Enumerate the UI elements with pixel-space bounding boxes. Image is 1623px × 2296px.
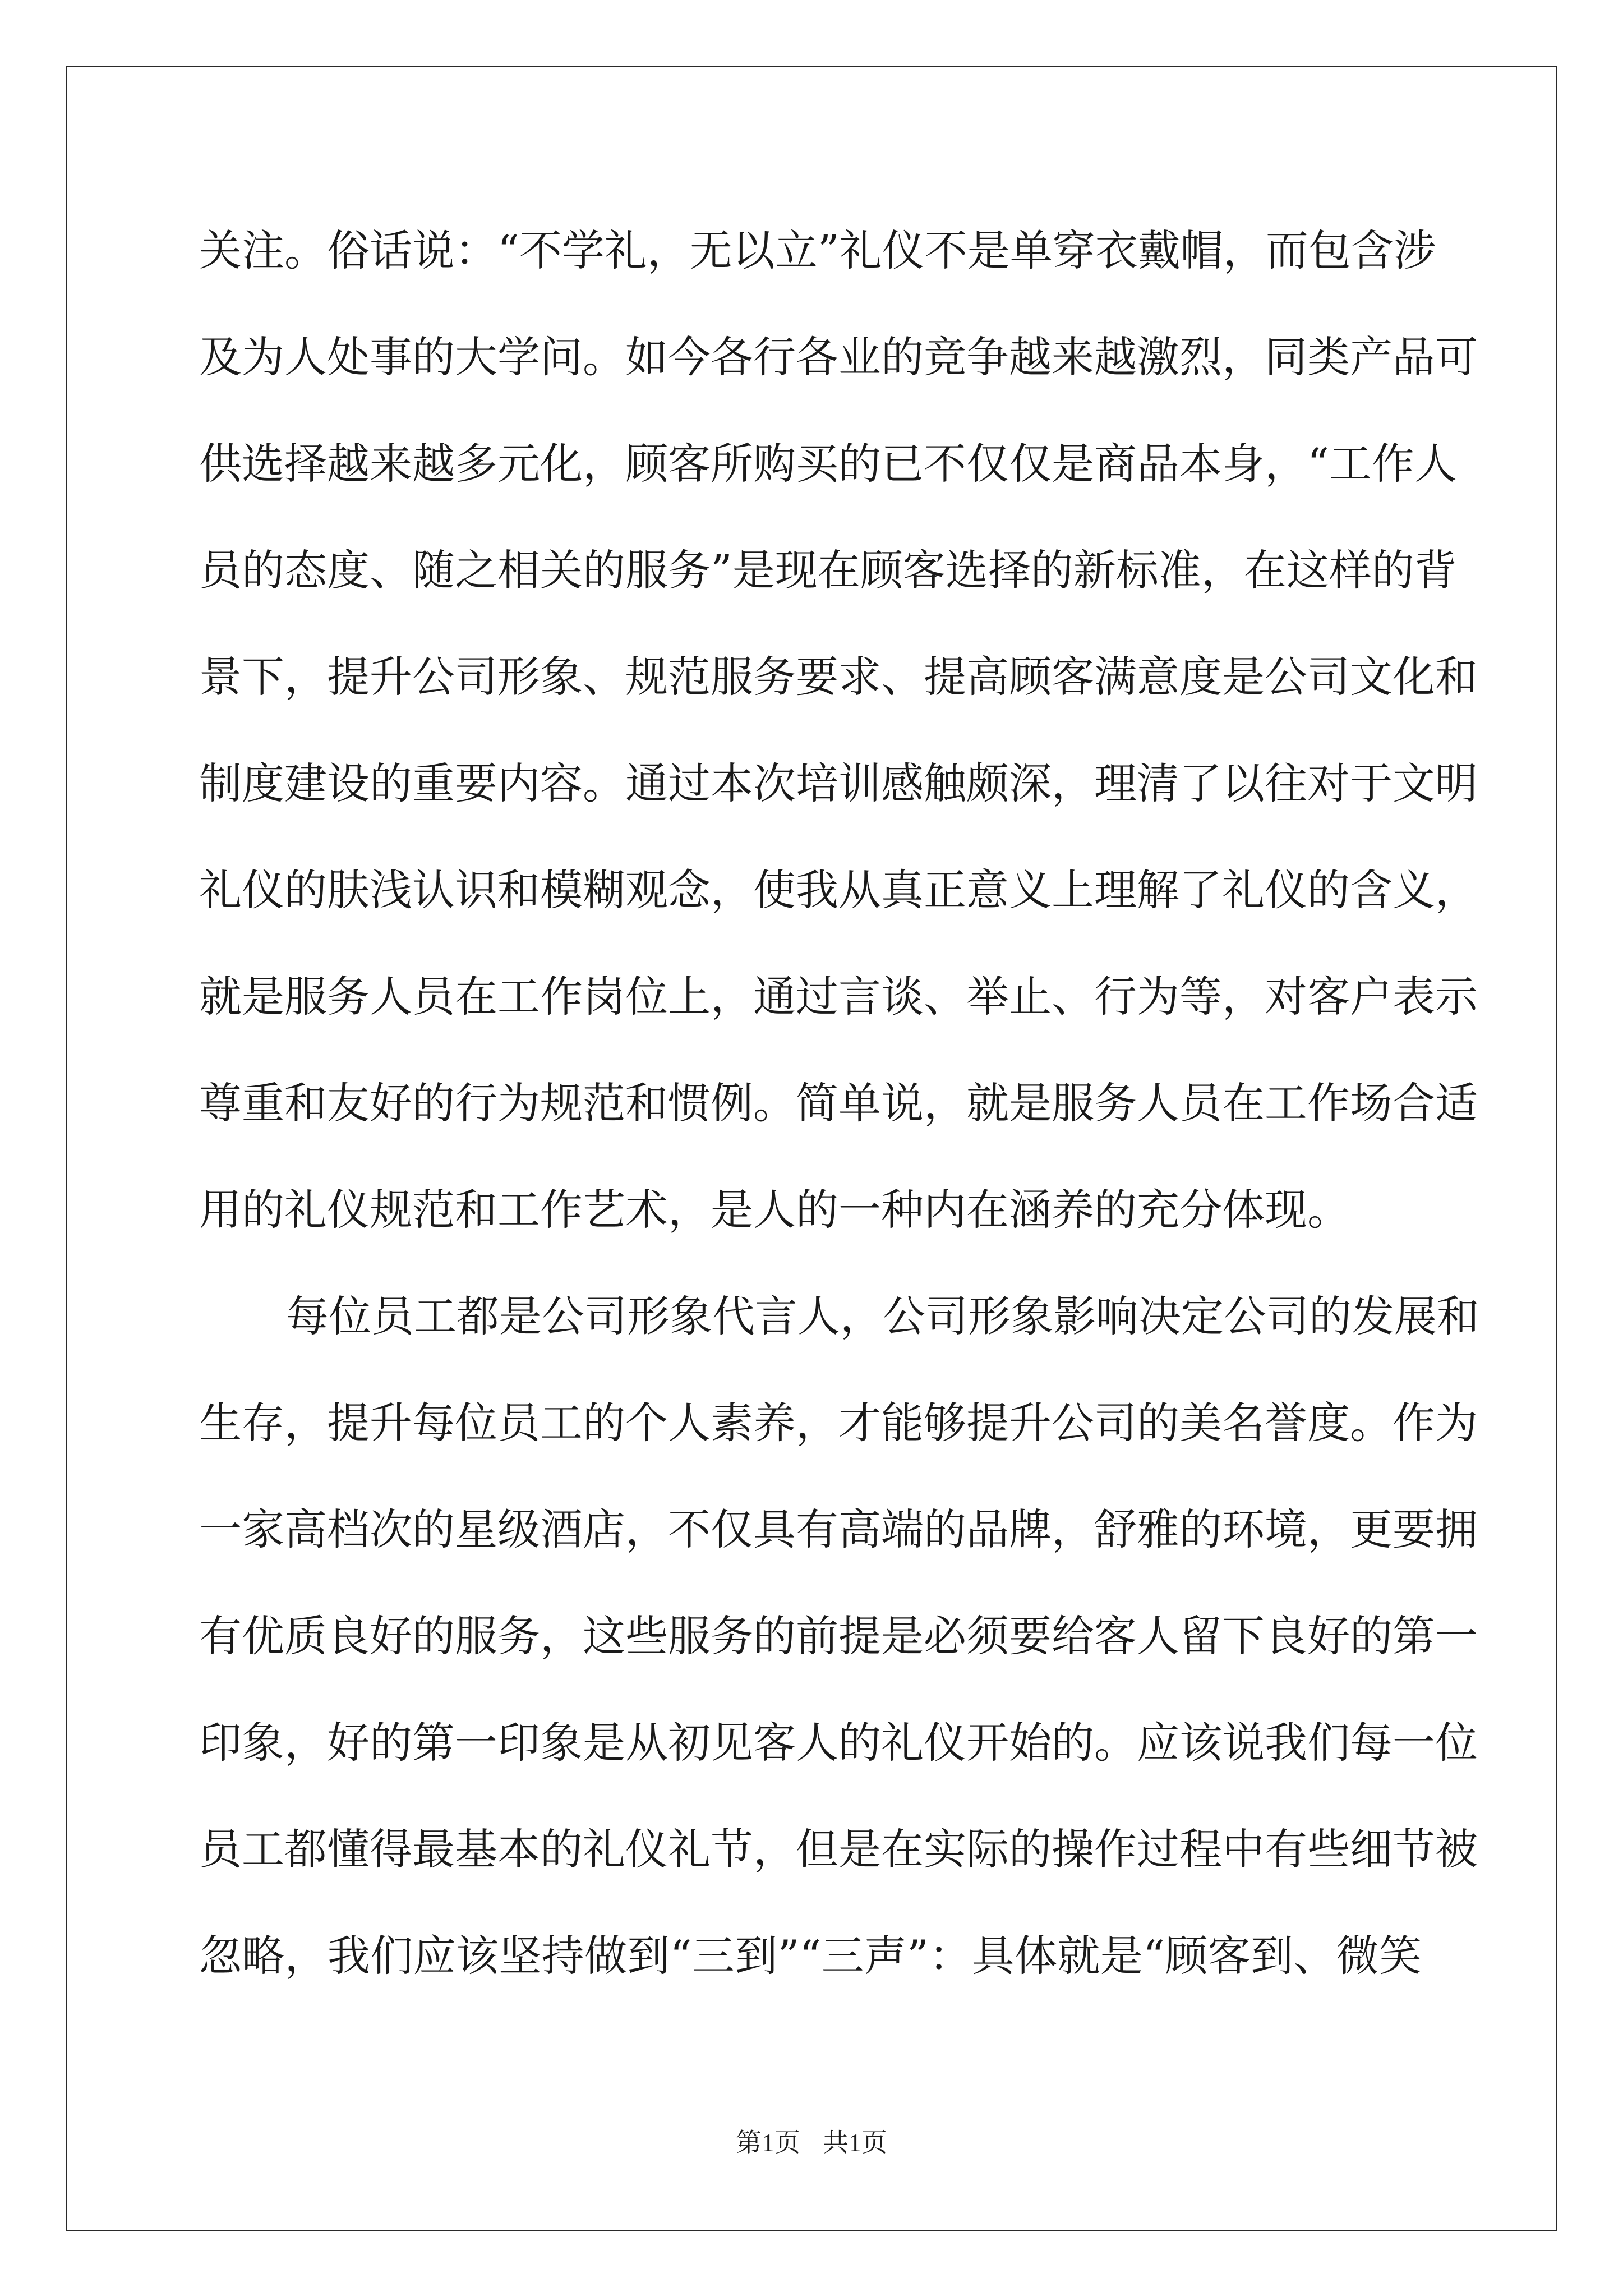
text-line: 员的态度、随之相关的服务”是现在顾客选择的新标准，在这样的背	[199, 545, 1457, 595]
text-line: 景下，提升公司形象、规范服务要求、提高顾客满意度是公司文化和	[199, 652, 1478, 702]
text-line: 供选择越来越多元化，顾客所购买的已不仅仅是商品本身，“工作人	[199, 439, 1457, 489]
text-line: 尊重和友好的行为规范和惯例。简单说，就是服务人员在工作场合适	[199, 1078, 1478, 1128]
text-line: 就是服务人员在工作岗位上，通过言谈、举止、行为等，对客户表示	[199, 972, 1478, 1022]
text-line: 及为人处事的大学问。如今各行各业的竞争越来越激烈，同类产品可	[199, 332, 1478, 382]
page-footer	[0, 2126, 1623, 2160]
text-line: 一家高档次的星级酒店，不仅具有高端的品牌，舒雅的环境，更要拥	[199, 1504, 1478, 1554]
text-line: 礼仪的肤浅认识和模糊观念，使我从真正意义上理解了礼仪的含义，	[199, 865, 1478, 915]
document-body	[199, 197, 1479, 2009]
text-line: 印象，好的第一印象是从初见客人的礼仪开始的。应该说我们每一位	[199, 1718, 1478, 1768]
page-total: 共1页	[823, 2128, 887, 2157]
text-line: 关注。俗话说：“不学礼，无以立”礼仪不是单穿衣戴帽，而包含涉	[199, 226, 1436, 275]
text-line: 制度建设的重要内容。通过本次培训感触颇深，理清了以往对于文明	[199, 758, 1478, 808]
paragraph-first-line: 每位员工都是公司形象代言人，公司形象影响决定公司的发展和	[286, 1291, 1479, 1341]
text-line: 有优质良好的服务，这些服务的前提是必须要给客人留下良好的第一	[199, 1611, 1478, 1661]
text-line: 忽略，我们应该坚持做到“三到”“三声”：具体就是“顾客到、微笑	[199, 1931, 1422, 1981]
page-number: 第1页	[736, 2128, 800, 2157]
text-line: 生存，提升每位员工的个人素养，才能够提升公司的美名誉度。作为	[199, 1398, 1478, 1448]
text-line: 员工都懂得最基本的礼仪礼节，但是在实际的操作过程中有些细节被	[199, 1824, 1478, 1874]
text-line: 用的礼仪规范和工作艺术，是人的一种内在涵养的充分体现。	[199, 1185, 1350, 1235]
